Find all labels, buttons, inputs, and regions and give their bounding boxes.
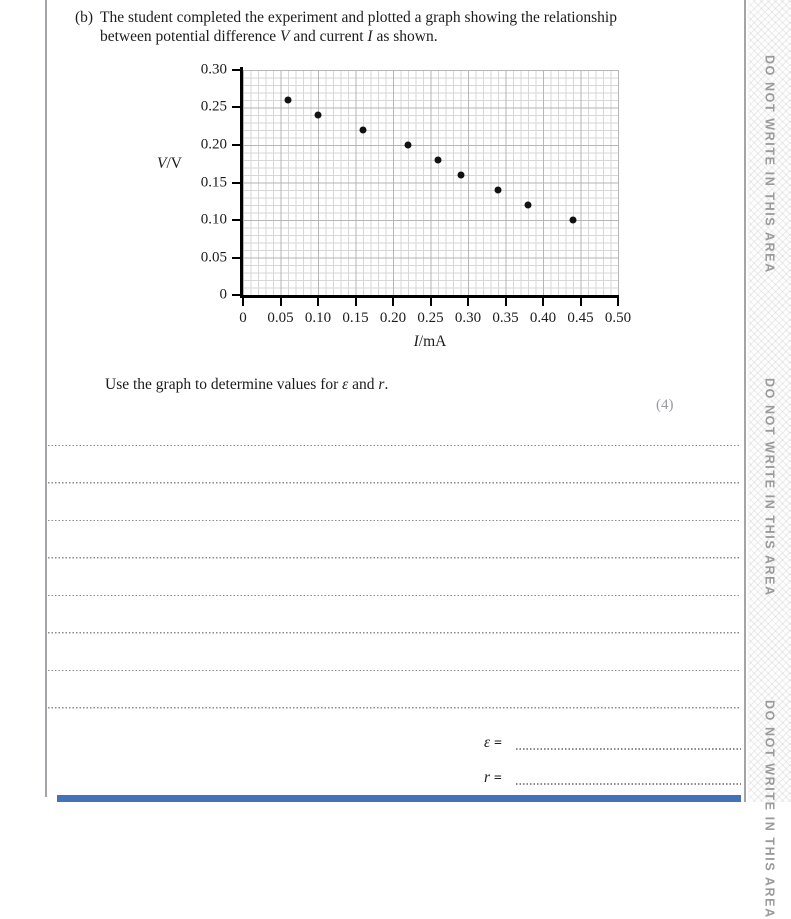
x-tick [430,298,432,306]
answer-line [48,632,741,634]
data-point [435,157,442,164]
y-tick [232,257,240,259]
data-point [457,172,464,179]
y-tick [232,106,240,108]
data-point [495,187,502,194]
x-tick [392,298,394,306]
y-tick-label: 0.05 [200,249,227,265]
question-label: (b) [75,9,94,26]
data-point [570,216,577,223]
epsilon-answer-label [484,734,502,752]
x-tick-label: 0.25 [417,310,444,326]
equals-sign: = [493,771,502,786]
do-not-write-watermark: DO NOT WRITE IN THIS AREA [762,700,777,919]
data-point [285,97,292,104]
y-tick-label: 0.20 [200,136,227,153]
data-point [360,127,367,134]
y-tick-label: 0.15 [200,174,227,190]
x-tick [617,298,619,306]
x-tick-label: 0.35 [492,310,519,326]
epsilon-answer-field [516,748,741,750]
x-tick-label: 0.45 [567,310,594,326]
x-tick [505,298,507,306]
y-tick-label: 0.30 [200,61,227,78]
y-axis-line [240,67,243,298]
prompt-text: Use the graph to determine values for ε and r. [105,376,389,393]
y-tick [232,144,240,146]
plot-area [200,61,632,326]
y-axis-title: V/V [157,155,182,172]
answer-line [48,444,741,446]
x-tick-label: 0.15 [342,310,369,326]
y-tick [232,69,240,71]
x-tick-label: 0.10 [304,310,332,326]
x-tick [317,298,319,306]
answer-line [48,519,741,521]
answer-line [48,482,741,484]
data-point [525,202,532,209]
x-tick [467,298,469,306]
question-part-b [75,8,660,46]
do-not-write-watermark: DO NOT WRITE IN THIS AREA [762,55,777,274]
footer-accent-bar [57,795,741,802]
do-not-write-margin [748,0,791,919]
data-point [405,141,412,148]
y-tick [232,219,240,221]
answer-line [48,669,741,671]
data-point [315,112,322,119]
left-margin-rule [45,0,47,797]
equals-sign: = [493,736,502,751]
r-answer-field [516,783,741,785]
x-tick [242,298,244,306]
x-tick-label: 0.20 [379,310,407,326]
x-tick-label: 0.50 [604,310,632,326]
x-tick [542,298,544,306]
y-tick [232,294,240,296]
x-tick-label: 0.05 [267,310,294,326]
y-tick-label: 0.25 [200,98,227,115]
question-text: The student completed the experiment and plotted a graph showing the relationship between potential difference V and current I as shown. [100,9,617,45]
right-margin-rule [744,0,746,802]
marks-badge: (4) [656,397,674,413]
r-answer-label [484,769,502,787]
x-tick-label: 0.30 [454,310,482,326]
x-tick-label: 0.40 [529,310,557,326]
answer-line [48,594,741,596]
answer-line [48,707,741,709]
x-tick [355,298,357,306]
epsilon-symbol: ε [484,734,491,751]
answer-line [48,557,741,559]
x-axis-title: I/mA [413,333,447,350]
y-tick-label: 0 [219,286,227,303]
do-not-write-watermark: DO NOT WRITE IN THIS AREA [762,378,777,597]
x-tick-label: 0 [239,310,247,326]
r-symbol: r [484,769,491,786]
x-tick [280,298,282,306]
y-tick-label: 0.10 [200,211,227,228]
x-tick [580,298,582,306]
y-tick [232,182,240,184]
